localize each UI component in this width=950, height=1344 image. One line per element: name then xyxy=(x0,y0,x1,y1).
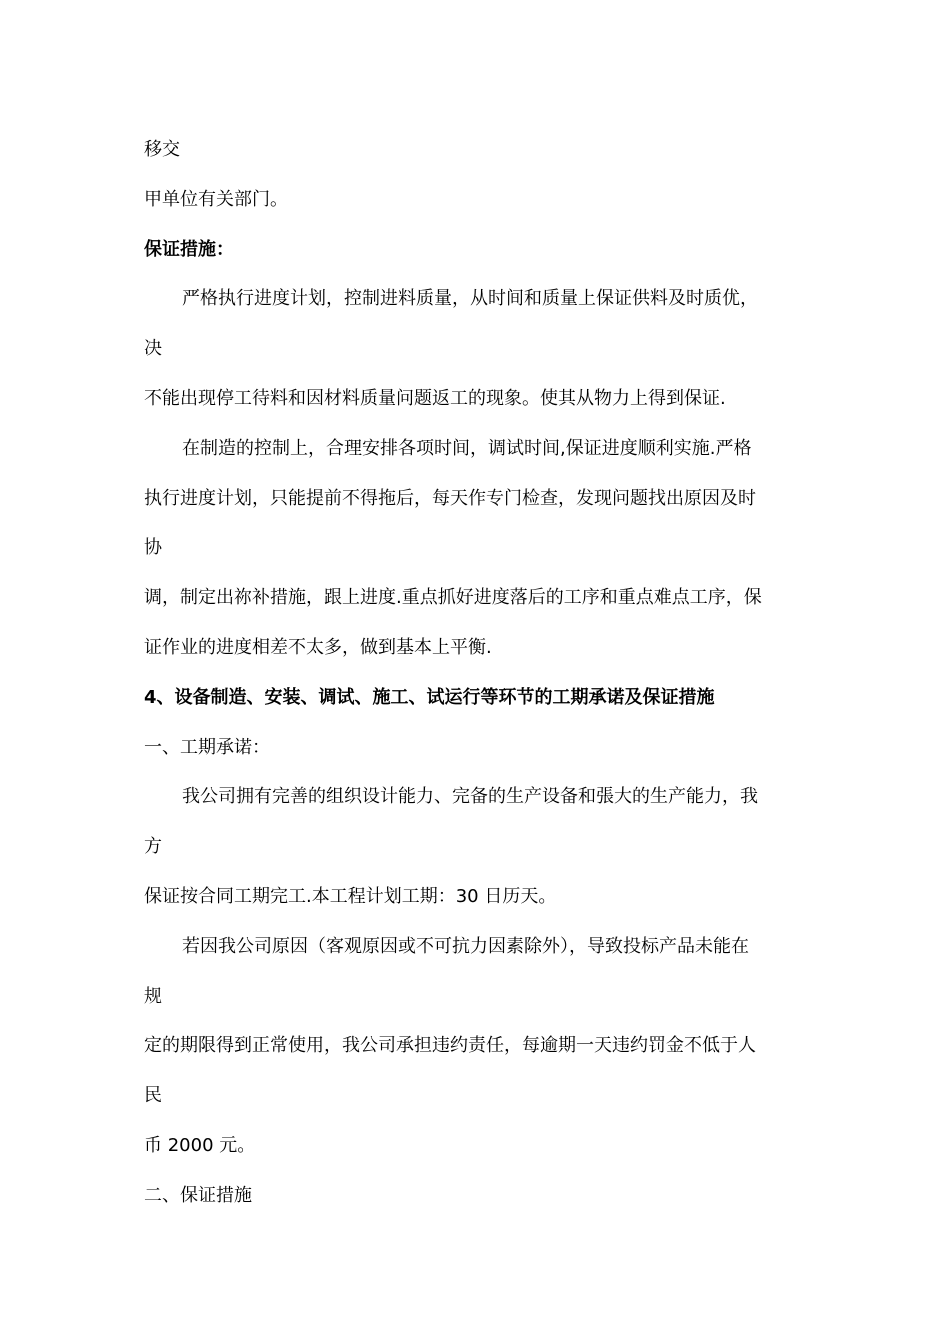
text-line: 方 xyxy=(144,836,162,858)
text-line: 执行进度计划，只能提前不得拖后，每天作专门检查，发现问题找出原因及时 xyxy=(144,487,756,509)
text-line: 规 xyxy=(144,985,162,1007)
text-line: 调，制定出祢补措施，跟上进度.重点抓好进度落后的工序和重点难点工序，保 xyxy=(144,587,762,609)
text-line: 证作业的进度相差不太多，做到基本上平衡. xyxy=(144,636,492,658)
document-page xyxy=(144,134,812,1230)
section-heading: 4、设备制造、安装、调试、施工、试运行等环节的工期承诺及保证措施 xyxy=(144,686,715,708)
text-line: 定的期限得到正常使用，我公司承担违约责任，每逾期一天违约罚金不低于人 xyxy=(144,1035,756,1057)
text-line: 不能出现停工待料和因材料质量问题返工的现象。使其从物力上得到保证. xyxy=(144,387,726,409)
text-line: 民 xyxy=(144,1085,162,1107)
text-line: 协 xyxy=(144,537,162,559)
text-line: 币 2000 元。 xyxy=(144,1134,256,1156)
paragraph-line: 严格执行进度计划，控制进料质量，从时间和质量上保证供料及时质优， xyxy=(182,288,758,310)
text-line: 保证按合同工期完工.本工程计划工期：30 日历天。 xyxy=(144,885,557,907)
subsection-heading: 一、工期承诺： xyxy=(144,736,270,758)
text-line: 甲单位有关部门。 xyxy=(144,188,288,210)
paragraph-line: 若因我公司原因（客观原因或不可抗力因素除外），导致投标产品未能在 xyxy=(182,935,749,957)
subsection-heading: 二、保证措施 xyxy=(144,1184,252,1206)
text-line: 决 xyxy=(144,338,162,360)
paragraph-line: 我公司拥有完善的组织设计能力、完备的生产设备和張大的生产能力，我 xyxy=(182,786,758,808)
text-line: 移交 xyxy=(144,139,180,160)
paragraph-line: 在制造的控制上，合理安排各项时间，调试时间,保证进度顺利实施.严格 xyxy=(182,437,752,459)
section-heading: 保证措施： xyxy=(144,238,234,260)
